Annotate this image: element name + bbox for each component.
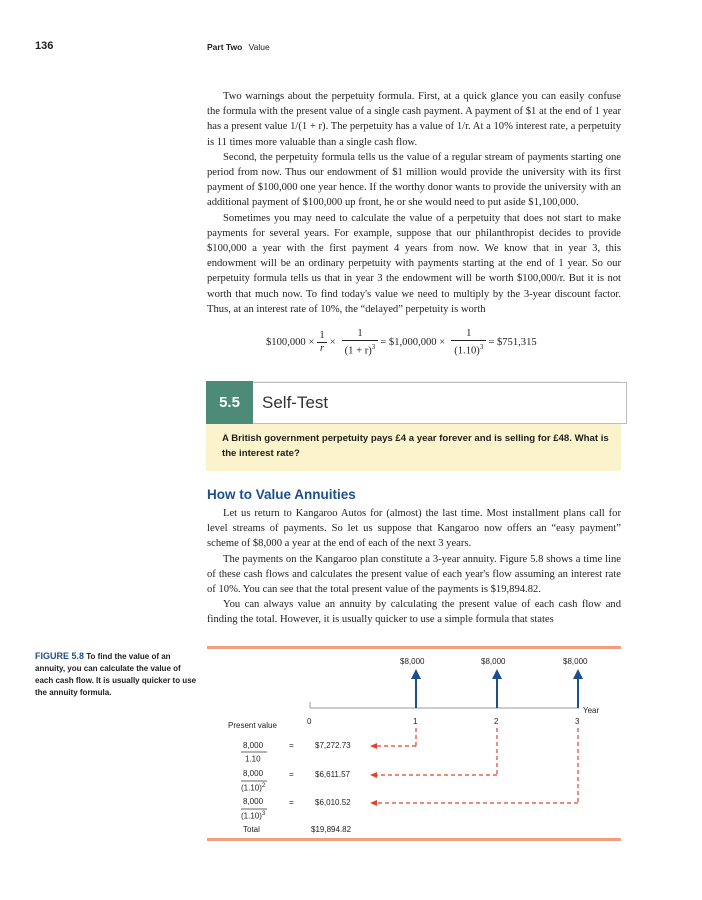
eq-fraction (451, 328, 486, 358)
eq-lead: $100,000 × (266, 337, 315, 349)
pv-den-base: (1.10) (241, 811, 262, 821)
total-value: $19,894.82 (311, 825, 352, 834)
pv-denominator (241, 783, 265, 793)
year-tick-label: 3 (575, 717, 580, 726)
cash-flow-label: $8,000 (563, 657, 588, 666)
pv-value: $6,010.52 (315, 798, 351, 807)
year-tick-label: 2 (494, 717, 499, 726)
perpetuity-text (207, 89, 621, 317)
paragraph: Two warnings about the perpetuity formula. First, at a quick glance you can easily confuse the formula with the present value of a single cash payment. A payment of $1 at the end of 1 year has a present value 1/(1 + r). The perpetuity has a value of 1/r. At a 10% interest rate, a perpetuity is 11 times more valuable than a single cash flow. (207, 91, 621, 148)
eq-mid: = $1,000,000 × (380, 337, 446, 349)
eq-fraction (316, 330, 327, 355)
eq-den-base: (1 + r) (344, 345, 372, 357)
pv-equals: = (289, 770, 294, 779)
cash-flow-arrowhead (492, 669, 502, 679)
self-test-question: A British government perpetuity pays £4 a year forever and is selling for £48. What is the interest rate? (222, 433, 609, 459)
pv-exponent: 3 (261, 811, 266, 817)
axis-year-label: Year (583, 706, 600, 715)
pv-den-base: (1.10) (241, 783, 262, 793)
eq-exponent: 3 (371, 343, 376, 351)
cash-flow-label: $8,000 (400, 657, 425, 666)
figure-caption (35, 650, 197, 699)
running-header-part: Part Two (207, 42, 243, 52)
pv-equals: = (289, 741, 294, 750)
pv-value: $7,272.73 (315, 741, 351, 750)
eq-denominator (342, 340, 379, 358)
figure-caption-text: To find the value of an annuity, you can calculate the value of each cash flow. It is usually quicker to use the annuity formula. (35, 652, 197, 697)
eq-numerator: 1 (466, 328, 472, 339)
pv-equals: = (289, 798, 294, 807)
figure-label: FIGURE 5.8 (35, 651, 85, 661)
cash-flow-arrowhead (573, 669, 583, 679)
cash-flow-label: $8,000 (481, 657, 506, 666)
eq-times: × (329, 337, 336, 349)
pv-exponent: 2 (261, 783, 266, 789)
cash-flow-arrowhead (411, 669, 421, 679)
annuity-text (207, 506, 621, 628)
paragraph: You can always value an annuity by calculating the present value of each cash flow and finding the total. However, it is usually quicker to use a simple formula that states (207, 599, 621, 626)
self-test-title: Self-Test (262, 393, 329, 412)
pv-den-base: 1.10 (245, 754, 261, 764)
eq-numerator: 1 (357, 328, 363, 339)
annuity-timeline-figure (207, 649, 621, 838)
eq-denominator: r (317, 342, 327, 355)
self-test-number: 5.5 (206, 381, 253, 424)
discount-arrowhead (370, 772, 377, 778)
paragraph: The payments on the Kangaroo plan constitute a 3-year annuity. Figure 5.8 shows a time line of these cash flows and calculates the present value of each year's flow assuming an interest rate of 10%. You can see that the total present value of the payments is $19,894.82. (207, 553, 621, 596)
section-heading: How to Value Annuities (207, 487, 356, 502)
year-tick-label: 0 (307, 717, 312, 726)
eq-fraction (342, 328, 379, 358)
figure-bottom-rule (207, 838, 621, 841)
running-header (207, 42, 270, 52)
present-value-header: Present value (228, 721, 277, 730)
pv-denominator (245, 754, 261, 764)
paragraph: Let us return to Kangaroo Autos for (almost) the last time. Most installment plans call for level streams of payments. So let us suppose that Kangaroo now offers an “easy payment” scheme of $8,000 a year at the end of each of the next 3 years. (207, 508, 621, 550)
eq-denominator (451, 340, 486, 358)
pv-numerator: 8,000 (243, 769, 264, 778)
eq-exponent: 3 (479, 343, 484, 351)
discount-arrowhead (370, 800, 377, 806)
pv-numerator: 8,000 (243, 797, 264, 806)
pv-denominator (241, 811, 265, 821)
page-number: 136 (35, 40, 54, 52)
running-header-section: Value (248, 42, 270, 52)
timeline-graphics (207, 649, 621, 838)
total-label: Total (243, 825, 260, 834)
pv-value: $6,611.57 (315, 770, 350, 779)
year-tick-label: 1 (413, 717, 418, 726)
eq-numerator: 1 (319, 330, 325, 342)
pv-numerator: 8,000 (243, 741, 264, 750)
paragraph: Second, the perpetuity formula tells us the value of a regular stream of payments starting one period from now. Thus our endowment of $1 million would provide the university with its first payment of $100,000 one year hence. If the worthy donor wants to provide the university with an additional payment of $100,000 up front, he or she would need to put aside $1,100,000. (207, 151, 621, 209)
paragraph: Sometimes you may need to calculate the value of a perpetuity that does not start to make payments for several years. For example, suppose that our philanthropist decides to provide $100,000 a year with the first payment 4 years from now. We know that in year 3, this endowment will be an ordinary perpetuity with payments starting at the end of 1 year. So our perpetuity formula tells us that in year 3 the endowment will be worth $100,000/r. But it is not worth that much now. To find today's value we need to multiply by the 3-year discount factor. Thus, at an interest rate of 10%, the “delayed” perpetuity is worth (207, 212, 621, 315)
discount-arrowhead (370, 743, 377, 749)
delayed-perpetuity-equation (266, 328, 537, 358)
eq-den-base: (1.10) (454, 345, 480, 357)
eq-result: = $751,315 (488, 337, 537, 349)
